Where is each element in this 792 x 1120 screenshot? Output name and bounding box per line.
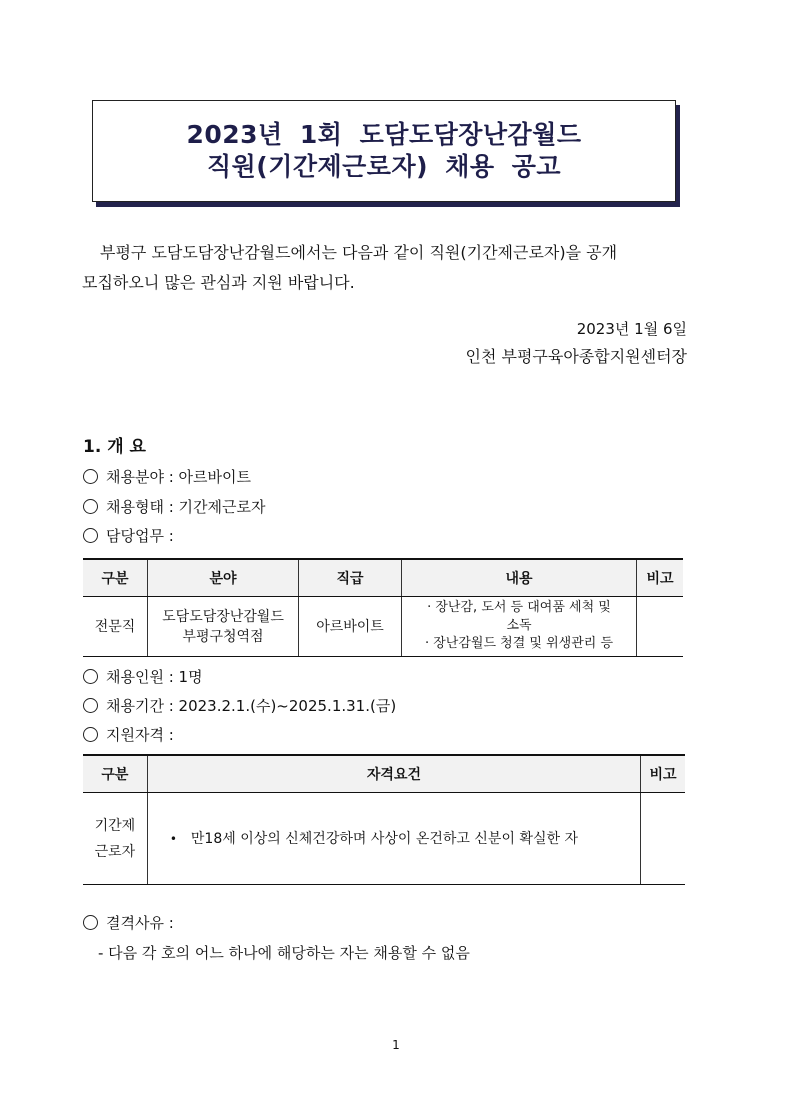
item-duty <box>83 525 174 546</box>
circle-bullet-icon <box>83 727 98 742</box>
qual-requirement-text: 만18세 이상의 신체건강하며 사상이 온건하고 신분이 확실한 자 <box>190 831 578 847</box>
duty-header-note: 비고 <box>637 559 684 596</box>
duty-table-row <box>83 596 683 656</box>
title-line-2: 직원(기간제근로자) 채용 공고 <box>206 152 562 181</box>
duty-content-line-3: · 장난감월드 청결 및 위생관리 등 <box>424 636 614 651</box>
intro-line-1: 부평구 도담도담장난감월드에서는 다음과 같이 직원(기간제근로자)을 공개 <box>100 243 618 262</box>
issuing-organization: 인천 부평구육아종합지원센터장 <box>465 347 687 366</box>
qual-table-header-row <box>83 755 685 792</box>
intro-line-2: 모집하오니 많은 관심과 지원 바랍니다. <box>82 273 355 292</box>
item-disqualification <box>83 912 174 933</box>
item-period <box>83 695 396 716</box>
item-headcount-text: 채용인원 : 1명 <box>106 668 203 686</box>
duty-header-grade: 직급 <box>299 559 402 596</box>
qual-cell-category-line-2: 근로자 <box>94 844 136 860</box>
item-duty-text: 담당업무 : <box>106 527 174 545</box>
qual-cell-category <box>83 792 147 884</box>
item-disqualification-text: 결격사유 : <box>106 914 174 932</box>
item-qualification-text: 지원자격 : <box>106 726 174 744</box>
item-recruit-type-text: 채용형태 : 기간제근로자 <box>106 498 266 516</box>
item-recruit-field <box>83 466 251 487</box>
duty-header-field: 분야 <box>148 559 299 596</box>
qual-cell-category-line-1: 기간제 <box>94 818 136 834</box>
bullet-dot-icon: • <box>169 832 177 846</box>
duty-cell-grade: 아르바이트 <box>299 596 402 656</box>
duty-cell-category: 전문직 <box>83 596 148 656</box>
title-line-1: 2023년 1회 도담도담장난감월드 <box>186 120 582 149</box>
item-qualification <box>83 724 174 745</box>
duty-header-category: 구분 <box>83 559 148 596</box>
circle-bullet-icon <box>83 469 98 484</box>
title-box <box>92 100 676 202</box>
disqualification-subtext: - 다음 각 호의 어느 하나에 해당하는 자는 채용할 수 없음 <box>98 944 470 962</box>
qual-header-category: 구분 <box>83 755 147 792</box>
duty-content-line-2: 소독 <box>506 618 532 633</box>
qual-header-note: 비고 <box>641 755 685 792</box>
item-recruit-field-text: 채용분야 : 아르바이트 <box>106 468 252 486</box>
page-number: 1 <box>392 1038 400 1052</box>
duty-cell-field-line-1: 도담도담장난감월드 <box>162 609 284 625</box>
duty-cell-note <box>637 596 684 656</box>
duty-table-header-row <box>83 559 683 596</box>
qual-cell-requirement <box>147 792 640 884</box>
circle-bullet-icon <box>83 669 98 684</box>
qual-table-row <box>83 792 685 884</box>
duty-content-line-1: · 장난감, 도서 등 대여품 세척 및 <box>427 600 611 615</box>
qualification-table <box>83 754 685 885</box>
qual-cell-note <box>641 792 685 884</box>
intro-paragraph <box>82 238 688 298</box>
duty-cell-field-line-2: 부평구청역점 <box>182 629 264 645</box>
duty-table <box>83 558 683 657</box>
item-headcount <box>83 666 203 687</box>
duty-cell-field <box>148 596 299 656</box>
duty-cell-content <box>402 596 637 656</box>
duty-header-content: 내용 <box>402 559 637 596</box>
section-1-heading: 1. 개 요 <box>83 437 146 457</box>
circle-bullet-icon <box>83 528 98 543</box>
qual-header-requirement: 자격요건 <box>147 755 640 792</box>
item-period-text: 채용기간 : 2023.2.1.(수)~2025.1.31.(금) <box>106 697 397 715</box>
item-recruit-type <box>83 496 266 517</box>
circle-bullet-icon <box>83 499 98 514</box>
circle-bullet-icon <box>83 698 98 713</box>
announcement-date: 2023년 1월 6일 <box>576 320 687 338</box>
circle-bullet-icon <box>83 915 98 930</box>
